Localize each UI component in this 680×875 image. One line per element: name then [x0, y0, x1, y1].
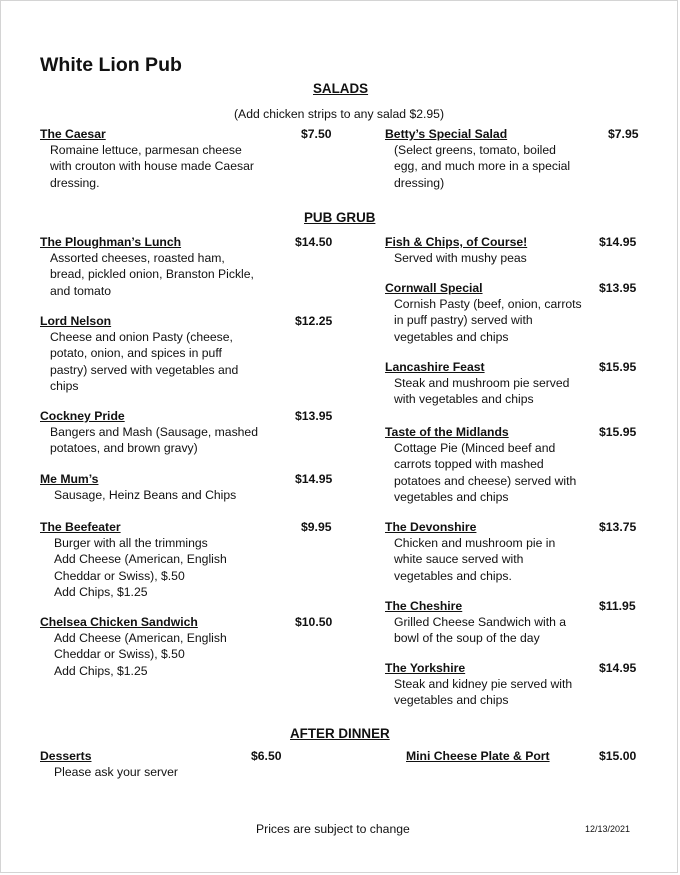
item-name: The Devonshire [385, 520, 477, 534]
item-desc-line: with crouton with house made Caesar [50, 159, 254, 173]
item-desc-line: white sauce served with [394, 552, 524, 566]
item-name: The Yorkshire [385, 661, 466, 675]
item-price: $14.50 [295, 235, 333, 249]
item-desc-line: Add Cheese (American, English [54, 631, 227, 645]
item-desc-line: Add Cheese (American, English [54, 552, 227, 566]
item-name: Cornwall Special [385, 281, 483, 295]
item-desc-line: potatoes and cheese) served with [394, 474, 577, 488]
item-desc-line: Chicken and mushroom pie in [394, 536, 556, 550]
section-heading-salads: SALADS [313, 81, 369, 96]
item-price: $7.50 [301, 127, 332, 141]
item-desc-line: in puff pastry) served with [394, 313, 533, 327]
restaurant-name: White Lion Pub [40, 54, 182, 76]
item-desc-line: Sausage, Heinz Beans and Chips [54, 488, 237, 502]
item-name: Cockney Pride [40, 409, 125, 423]
item-desc-line: potato, onion, and spices in puff [50, 346, 222, 360]
item-desc-line: Cheddar or Swiss), $.50 [54, 569, 185, 583]
item-price: $15.95 [599, 425, 637, 439]
item-price: $15.00 [599, 749, 637, 763]
item-price: $7.95 [608, 127, 639, 141]
footer-date: 12/13/2021 [585, 824, 631, 834]
item-desc-line: Steak and mushroom pie served [394, 376, 570, 390]
item-desc-line: Assorted cheeses, roasted ham, [50, 251, 225, 265]
item-desc-line: bread, pickled onion, Branston Pickle, [50, 267, 254, 281]
item-name: Desserts [40, 749, 92, 763]
item-price: $12.25 [295, 314, 333, 328]
section-heading-pub-grub: PUB GRUB [304, 210, 376, 225]
item-desc-line: vegetables and chips. [394, 569, 512, 583]
item-desc-line: bowl of the soup of the day [394, 631, 540, 645]
item-desc-line: dressing) [394, 176, 445, 190]
item-desc-line: Cheese and onion Pasty (cheese, [50, 330, 233, 344]
item-desc-line: Please ask your server [54, 765, 178, 779]
item-desc-line: Romaine lettuce, parmesan cheese [50, 143, 242, 157]
item-desc-line: Steak and kidney pie served with [394, 677, 573, 691]
item-desc-line: potatoes, and brown gravy) [50, 441, 198, 455]
item-desc-line: Served with mushy peas [394, 251, 527, 265]
item-price: $14.95 [295, 472, 333, 486]
item-desc-line: vegetables and chips [394, 330, 509, 344]
item-price: $9.95 [301, 520, 332, 534]
item-price: $13.95 [599, 281, 637, 295]
item-desc-line: dressing. [50, 176, 100, 190]
item-desc-line: egg, and much more in a special [394, 159, 571, 173]
item-name: The Beefeater [40, 520, 121, 534]
item-desc-line: Bangers and Mash (Sausage, mashed [50, 425, 258, 439]
item-desc-line: vegetables and chips [394, 693, 509, 707]
item-price: $13.95 [295, 409, 333, 423]
footer-note: Prices are subject to change [256, 822, 410, 836]
item-name: The Caesar [40, 127, 106, 141]
item-desc-line: with vegetables and chips [394, 392, 534, 406]
item-desc-line: chips [50, 379, 79, 393]
salads-note: (Add chicken strips to any salad $2.95) [234, 107, 445, 121]
item-name: Lord Nelson [40, 314, 112, 328]
item-desc-line: Cheddar or Swiss), $.50 [54, 647, 185, 661]
item-price: $14.95 [599, 661, 637, 675]
item-name: Taste of the Midlands [385, 425, 509, 439]
item-desc-line: Cornish Pasty (beef, onion, carrots [394, 297, 582, 311]
item-desc-line: and tomato [50, 284, 111, 298]
item-price: $15.95 [599, 360, 637, 374]
item-name: Lancashire Feast [385, 360, 485, 374]
item-desc-line: Burger with all the trimmings [54, 536, 208, 550]
item-price: $6.50 [251, 749, 282, 763]
item-name: Me Mum’s [40, 472, 99, 486]
item-name: The Ploughman’s Lunch [40, 235, 182, 249]
item-price: $14.95 [599, 235, 637, 249]
item-name: Mini Cheese Plate & Port [406, 749, 550, 763]
item-name: Fish & Chips, of Course! [385, 235, 528, 249]
item-desc-line: vegetables and chips [394, 490, 509, 504]
item-price: $11.95 [599, 599, 636, 613]
item-name: The Cheshire [385, 599, 463, 613]
item-desc-line: pastry) served with vegetables and [50, 363, 239, 377]
item-name: Betty’s Special Salad [385, 127, 508, 141]
item-desc-line: Grilled Cheese Sandwich with a [394, 615, 567, 629]
section-heading-after-dinner: AFTER DINNER [290, 726, 390, 741]
item-desc-line: (Select greens, tomato, boiled [394, 143, 556, 157]
item-desc-line: Add Chips, $1.25 [54, 664, 148, 678]
item-name: Chelsea Chicken Sandwich [40, 615, 198, 629]
item-price: $10.50 [295, 615, 333, 629]
item-desc-line: Add Chips, $1.25 [54, 585, 148, 599]
item-desc-line: Cottage Pie (Minced beef and [394, 441, 556, 455]
item-price: $13.75 [599, 520, 637, 534]
item-desc-line: carrots topped with mashed [394, 457, 544, 471]
